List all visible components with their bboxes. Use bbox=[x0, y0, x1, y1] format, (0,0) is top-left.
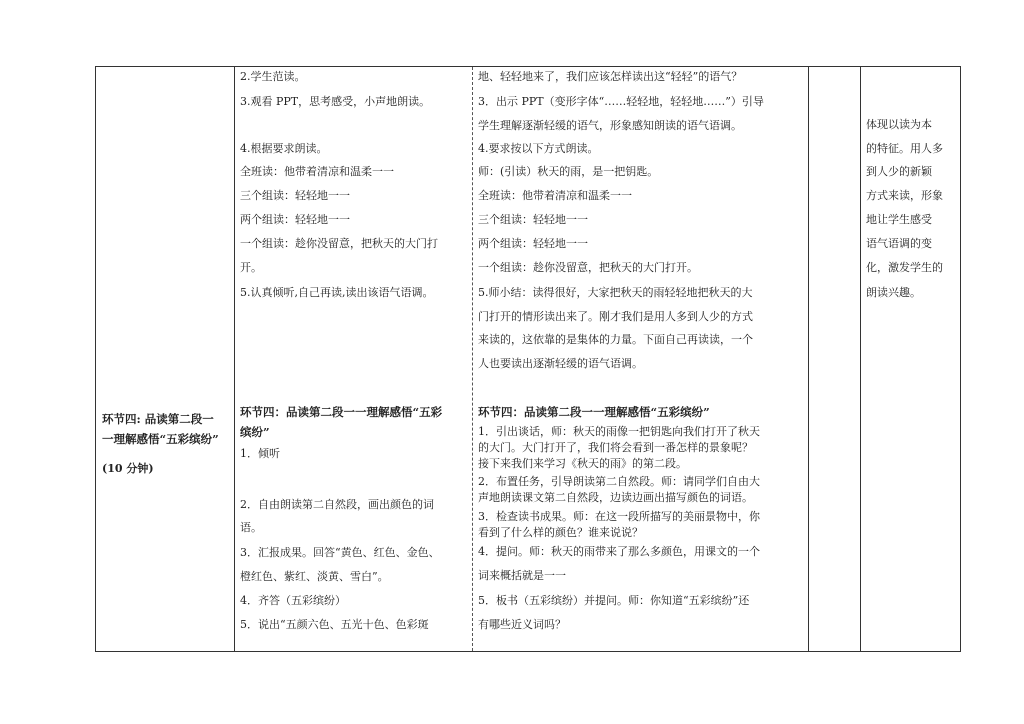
teacher-line: 学生理解逐渐轻缓的语气，形象感知朗读的语气语调。 bbox=[478, 119, 742, 132]
teacher-line: 两个组读：轻轻地一一 bbox=[478, 237, 588, 250]
teacher-line: 4.要求按以下方式朗读。 bbox=[478, 142, 599, 155]
student-line: 语。 bbox=[240, 521, 262, 534]
teacher-line: 的大门。大门打开了，我们将会看到一番怎样的景象呢？ bbox=[478, 441, 753, 454]
student-line: 3．汇报成果。回答“黄色、红色、金色、 bbox=[240, 546, 440, 559]
design-intent-line: 化，激发学生的 bbox=[866, 261, 943, 274]
teacher-line: 3．检查读书成果。师：在这一段所描写的美丽景物中，你 bbox=[478, 510, 760, 523]
teacher-line: 4．提问。师：秋天的雨带来了那么多颜色，用课文的一个 bbox=[478, 545, 760, 558]
teacher-line: 有哪些近义词吗？ bbox=[478, 618, 566, 631]
teacher-line: 人也要读出逐渐轻缓的语气语调。 bbox=[478, 357, 643, 370]
teacher-activity-cell bbox=[473, 67, 809, 652]
student-line: 开。 bbox=[240, 261, 262, 274]
student-line: 5.认真倾听,自己再读,读出该语气语调。 bbox=[240, 286, 434, 299]
design-intent-line: 体现以读为本 bbox=[866, 118, 932, 131]
teacher-line: 2．布置任务，引导朗读第二自然段。师：请同学们自由大 bbox=[478, 475, 760, 488]
teacher-line: 来读的，这依靠的是集体的力量。下面自己再读读，一个 bbox=[478, 333, 753, 346]
lesson-plan-table bbox=[95, 66, 961, 652]
teacher-line: 一个组读：趁你没留意，把秋天的大门打开。 bbox=[478, 261, 698, 274]
design-intent-line: 语气语调的变 bbox=[866, 237, 932, 250]
student-activity-cell bbox=[235, 67, 473, 652]
student-line: 1．倾听 bbox=[240, 447, 280, 460]
teacher-line: 师：(引读）秋天的雨，是一把钥匙。 bbox=[478, 165, 659, 178]
student-line: 3.观看 PPT，思考感受，小声地朗读。 bbox=[240, 95, 431, 108]
teacher-line: 看到了什么样的颜色？谁来说说？ bbox=[478, 526, 643, 539]
design-intent-cell bbox=[861, 67, 961, 652]
student-line: 橙红色、紫红、淡黄、雪白”。 bbox=[240, 570, 389, 583]
student-section-heading: 环节四：品读第二段一一理解感悟“五彩 bbox=[240, 405, 443, 419]
stage-time: (10 分钟) bbox=[102, 462, 154, 475]
teacher-line: 5.师小结：读得很好，大家把秋天的雨轻轻地把秋天的大 bbox=[478, 286, 753, 299]
design-intent-line: 地让学生感受 bbox=[866, 213, 932, 226]
teacher-line: 3．出示 PPT（变形字体“……轻轻地，轻轻地……”）引导 bbox=[478, 95, 764, 108]
stage-title bbox=[102, 409, 232, 449]
teacher-line: 全班读：他带着清凉和温柔一一 bbox=[478, 189, 632, 202]
table-row bbox=[96, 67, 961, 652]
student-line: 两个组读：轻轻地一一 bbox=[240, 213, 350, 226]
student-line: 4.根据要求朗读。 bbox=[240, 142, 328, 155]
design-intent-line: 的特征。用人多 bbox=[866, 142, 943, 155]
student-line: 4．齐答（五彩缤纷） bbox=[240, 594, 346, 607]
blank-cell bbox=[809, 67, 861, 652]
teacher-line: 门打开的情形读出来了。刚才我们是用人多到人少的方式 bbox=[478, 310, 753, 323]
student-line: 2.学生范读。 bbox=[240, 70, 306, 83]
student-line: 5．说出“五颜六色、五光十色、色彩斑 bbox=[240, 618, 429, 631]
teacher-line: 词来概括就是一一 bbox=[478, 569, 566, 582]
design-intent-line: 朗读兴趣。 bbox=[866, 286, 921, 299]
student-line: 三个组读：轻轻地一一 bbox=[240, 189, 350, 202]
student-line: 全班读：他带着清凉和温柔一一 bbox=[240, 165, 394, 178]
design-intent-line: 到人少的新颖 bbox=[866, 165, 932, 178]
teacher-line: 三个组读：轻轻地一一 bbox=[478, 213, 588, 226]
stage-cell bbox=[96, 67, 235, 652]
stage-title-line: 环节四: 品读第二段一 bbox=[102, 412, 214, 426]
student-section-heading: 缤纷” bbox=[240, 425, 270, 439]
student-line: 2．自由朗读第二自然段，画出颜色的词 bbox=[240, 498, 434, 511]
student-line: 一个组读：趁你没留意，把秋天的大门打 bbox=[240, 237, 438, 250]
design-intent-line: 方式来读，形象 bbox=[866, 189, 943, 202]
teacher-section-heading: 环节四：品读第二段一一理解感悟“五彩缤纷” bbox=[478, 405, 710, 419]
teacher-line: 地、轻轻地来了，我们应该怎样读出这“轻轻”的语气？ bbox=[478, 70, 743, 83]
teacher-line: 声地朗读课文第二自然段，边读边画出描写颜色的词语。 bbox=[478, 491, 753, 504]
teacher-line: 5．板书（五彩缤纷）并提问。师：你知道“五彩缤纷”还 bbox=[478, 594, 750, 607]
teacher-line: 接下来我们来学习《秋天的雨》的第二段。 bbox=[478, 457, 687, 470]
teacher-line: 1．引出谈话，师：秋天的雨像一把钥匙向我们打开了秋天 bbox=[478, 425, 760, 438]
stage-title-line: 一理解感悟“五彩缤纷” bbox=[102, 432, 219, 446]
